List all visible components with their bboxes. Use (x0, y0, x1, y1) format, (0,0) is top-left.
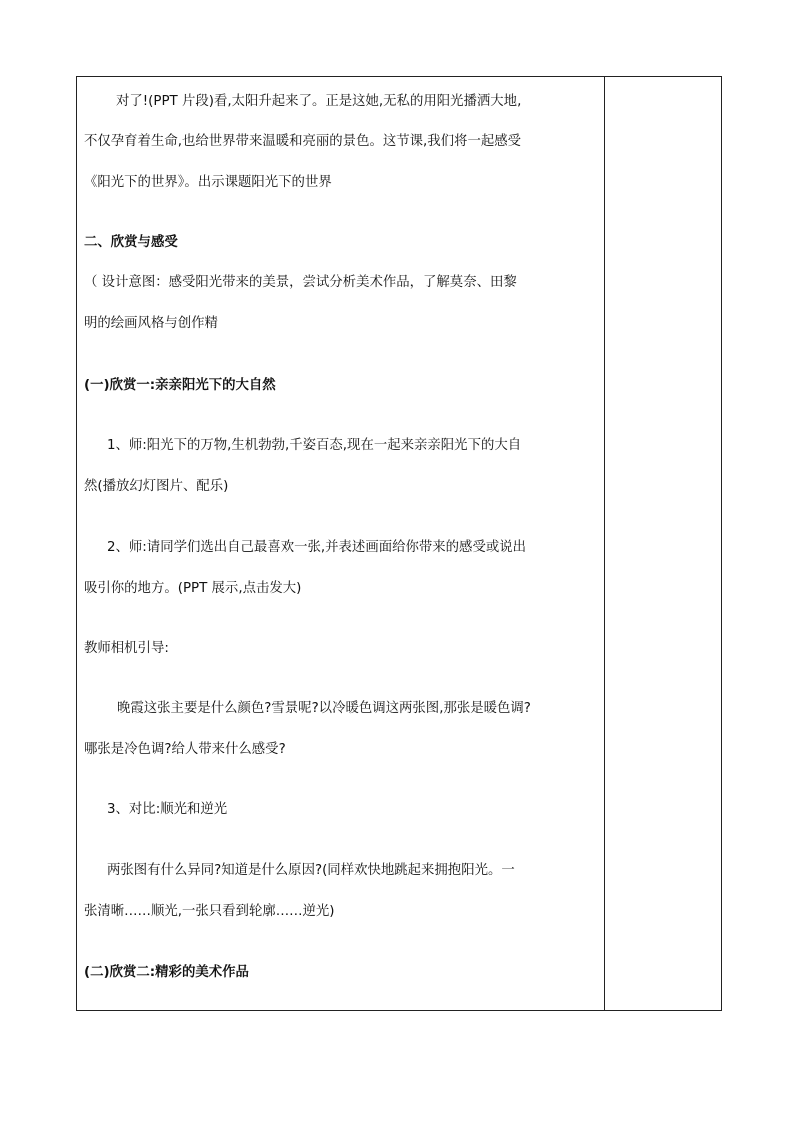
item-3-line: 3、对比:顺光和逆光 (107, 802, 228, 817)
comparison-line-2: 张清晰……顺光,一张只看到轮廓……逆光) (84, 904, 335, 919)
guidance-question-line-1: 晚霞这张主要是什么颜色?雪景呢?以冷暖色调这两张图,那张是暖色调? (117, 701, 531, 716)
teacher-guidance-label: 教师相机引导: (84, 641, 169, 656)
paragraph-intro-line-1: 对了!(PPT 片段)看,太阳升起来了。正是这她,无私的用阳光播洒大地, (116, 94, 522, 109)
lesson-table (76, 76, 722, 1011)
guidance-question-line-2: 哪张是冷色调?给人带来什么感受? (84, 742, 286, 757)
subheading-appreciation-one: (一)欣赏一:亲亲阳光下的大自然 (84, 378, 276, 393)
item-2-line-1: 2、师:请同学们选出自己最喜欢一张,并表述画面给你带来的感受或说出 (107, 540, 527, 555)
lesson-content-cell (77, 77, 604, 1010)
paragraph-intro-line-3: 《阳光下的世界》。出示课题阳光下的世界 (84, 175, 332, 190)
comparison-line-1: 两张图有什么异同?知道是什么原因?(同样欢快地跳起来拥抱阳光。一 (107, 863, 515, 878)
item-2-line-2: 吸引你的地方。(PPT 展示,点击发大) (84, 581, 302, 596)
item-1-line-2: 然(播放幻灯图片、配乐) (84, 479, 229, 494)
subheading-appreciation-two: (二)欣赏二:精彩的美术作品 (84, 965, 249, 980)
notes-cell (605, 77, 721, 1010)
section-heading-appreciation: 二、欣赏与感受 (84, 235, 178, 250)
item-1-line-1: 1、师:阳光下的万物,生机勃勃,千姿百态,现在一起来亲亲阳光下的大自 (107, 438, 522, 453)
paragraph-intro-line-2: 不仅孕育着生命,也给世界带来温暖和亮丽的景色。这节课,我们将一起感受 (84, 134, 522, 149)
design-intent-line-2: 明的绘画风格与创作精 (84, 316, 218, 331)
design-intent-line-1: （ 设计意图：感受阳光带来的美景，尝试分析美术作品，了解莫奈、田黎 (84, 275, 517, 290)
